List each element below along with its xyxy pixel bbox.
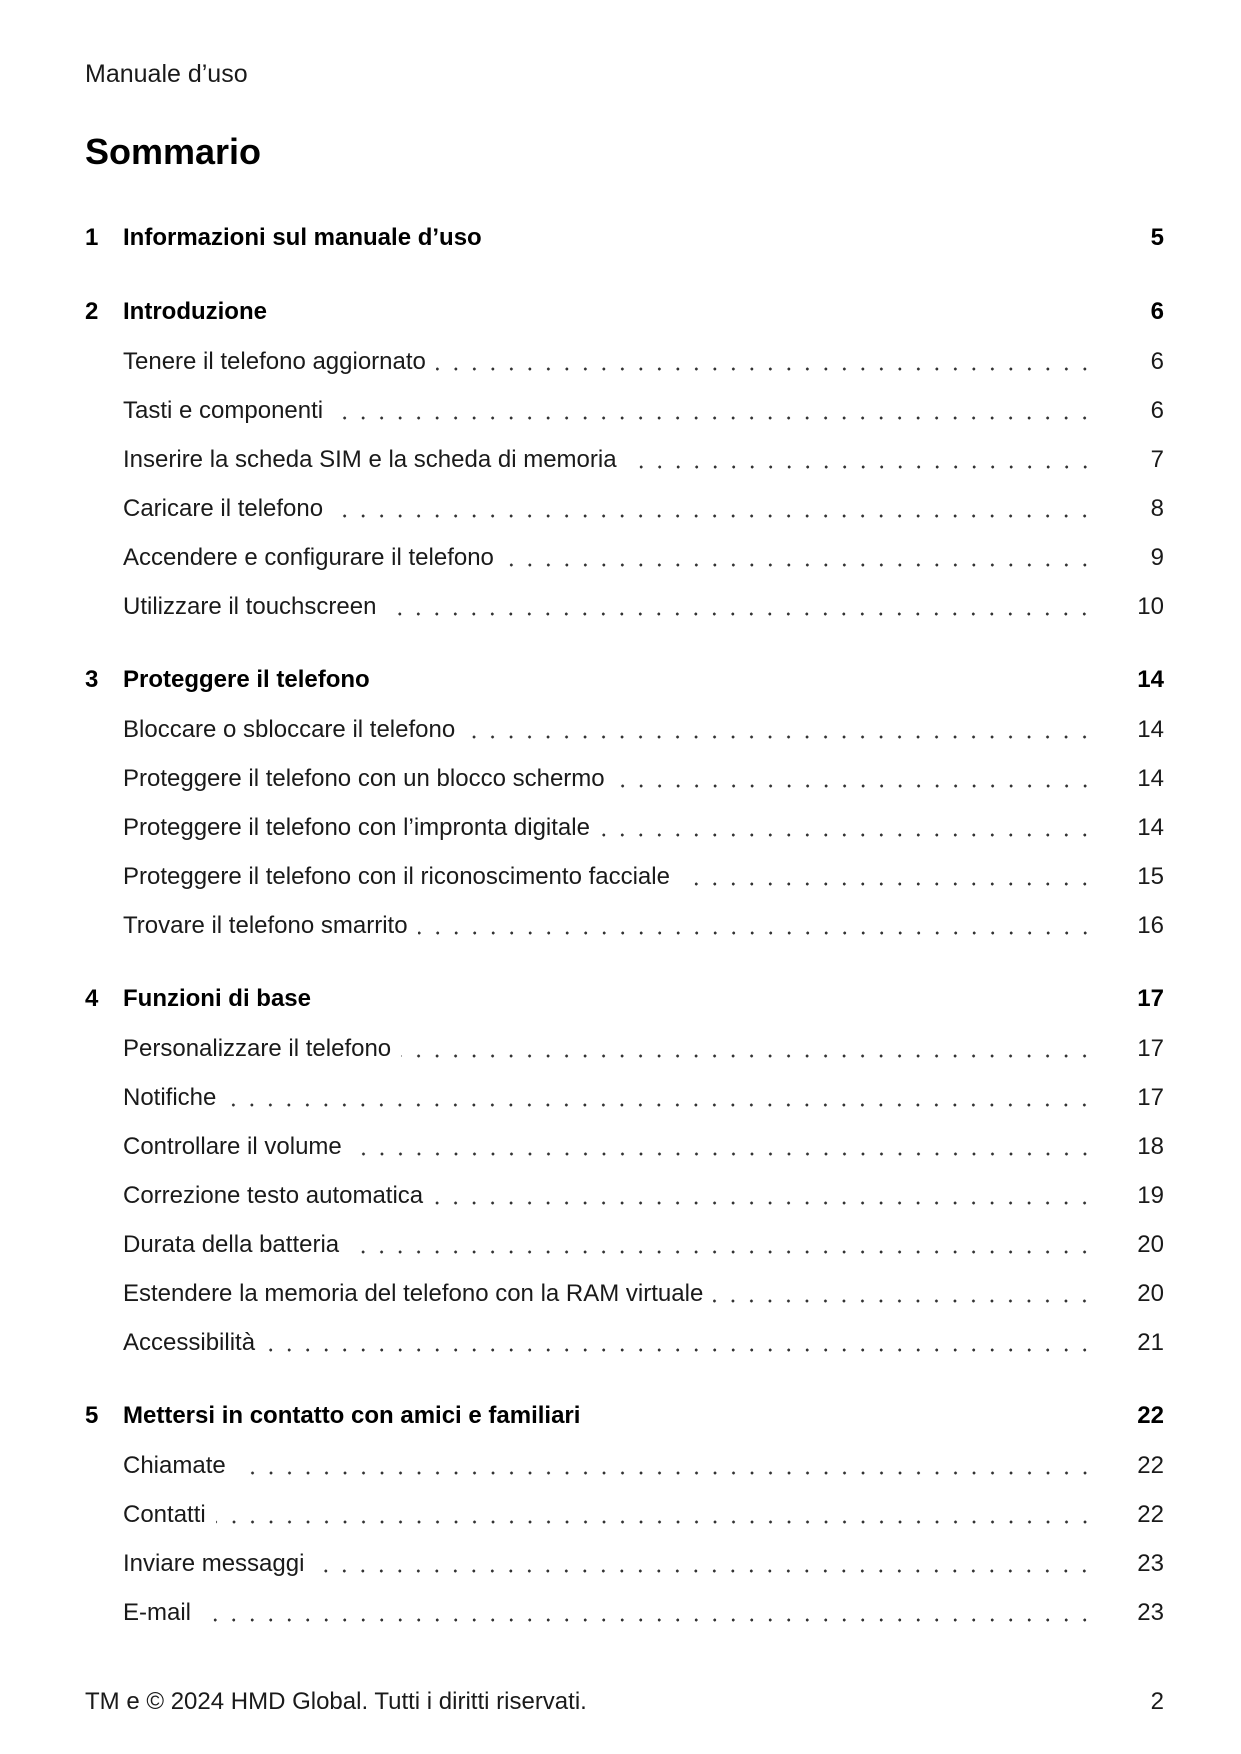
entry-page-number: 17: [1137, 1084, 1164, 1111]
toc-entry-link[interactable]: [85, 1171, 1164, 1220]
toc-entry-link[interactable]: [85, 337, 1164, 386]
chapter-title: Mettersi in contatto con amici e familiari: [123, 1402, 581, 1429]
table-of-contents: [85, 213, 1164, 1637]
toc-entry-link[interactable]: [85, 901, 1164, 950]
toc-section: [85, 213, 1164, 263]
entry-page-number: 6: [1150, 397, 1164, 424]
entry-title: Chiamate: [123, 1452, 226, 1479]
dot-leader: [349, 1249, 1094, 1255]
entry-title: Notifiche: [123, 1084, 217, 1111]
toc-section: [85, 655, 1164, 950]
toc-entry-link[interactable]: [85, 582, 1164, 631]
entry-title: Bloccare o sbloccare il telefono: [123, 716, 456, 743]
toc-entry-link[interactable]: [85, 1490, 1164, 1539]
dot-leader: [333, 415, 1094, 421]
entry-page-number: 20: [1137, 1280, 1164, 1307]
entry-title: Estendere la memoria del telefono con la RAM virtuale: [123, 1280, 704, 1307]
entry-title: Tasti e componenti: [123, 397, 324, 424]
dot-leader: [504, 562, 1094, 568]
entry-page-number: 14: [1137, 765, 1164, 792]
dot-leader: [216, 1519, 1094, 1525]
entry-title: Proteggere il telefono con l’impronta digitale: [123, 814, 590, 841]
chapter-number: 4: [85, 985, 99, 1012]
toc-chapter-link[interactable]: [85, 974, 1164, 1024]
chapter-page-number: 17: [1137, 985, 1164, 1012]
toc-section: [85, 287, 1164, 631]
entry-page-number: 18: [1137, 1133, 1164, 1160]
chapter-number: 2: [85, 298, 99, 325]
entry-title: Durata della batteria: [123, 1231, 340, 1258]
entry-page-number: 8: [1150, 495, 1164, 522]
dot-leader: [680, 881, 1094, 887]
toc-chapter-link[interactable]: [85, 213, 1164, 263]
dot-leader: [265, 1347, 1094, 1353]
entry-title: Accendere e configurare il telefono: [123, 544, 494, 571]
toc-entry-link[interactable]: [85, 1539, 1164, 1588]
entry-title: E-mail: [123, 1599, 192, 1626]
chapter-page-number: 14: [1137, 666, 1164, 693]
entry-page-number: 15: [1137, 863, 1164, 890]
toc-entry-link[interactable]: [85, 484, 1164, 533]
toc-section: [85, 974, 1164, 1367]
toc-entry-link[interactable]: [85, 386, 1164, 435]
chapter-number: 3: [85, 666, 99, 693]
entry-page-number: 23: [1137, 1550, 1164, 1577]
dot-leader: [401, 1053, 1094, 1059]
dot-leader: [333, 513, 1094, 519]
toc-entry-link[interactable]: [85, 1073, 1164, 1122]
toc-chapter-link[interactable]: [85, 287, 1164, 337]
entry-title: Trovare il telefono smarrito: [123, 912, 408, 939]
entry-title: Proteggere il telefono con il riconoscimento facciale: [123, 863, 670, 890]
dot-leader: [600, 832, 1094, 838]
dot-leader: [236, 1470, 1094, 1476]
entry-page-number: 16: [1137, 912, 1164, 939]
entry-title: Correzione testo automatica: [123, 1182, 424, 1209]
chapter-title: Funzioni di base: [123, 985, 312, 1012]
page-footer: [85, 1684, 1164, 1720]
toc-entry-link[interactable]: [85, 1269, 1164, 1318]
dot-leader: [627, 464, 1094, 470]
dot-leader: [314, 1568, 1094, 1574]
entry-title: Utilizzare il touchscreen: [123, 593, 377, 620]
toc-entry-link[interactable]: [85, 705, 1164, 754]
entry-title: Contatti: [123, 1501, 206, 1528]
dot-leader: [418, 930, 1094, 936]
footer-copyright: TM e © 2024 HMD Global. Tutti i diritti riservati.: [85, 1688, 587, 1715]
entry-page-number: 22: [1137, 1452, 1164, 1479]
chapter-title: Informazioni sul manuale d’uso: [123, 224, 482, 251]
entry-title: Caricare il telefono: [123, 495, 324, 522]
toc-entry-link[interactable]: [85, 1441, 1164, 1490]
chapter-number: 1: [85, 224, 99, 251]
entry-page-number: 7: [1150, 446, 1164, 473]
entry-title: Inserire la scheda SIM e la scheda di memoria: [123, 446, 617, 473]
toc-section: [85, 1391, 1164, 1637]
entry-page-number: 20: [1137, 1231, 1164, 1258]
entry-page-number: 14: [1137, 716, 1164, 743]
entry-page-number: 21: [1137, 1329, 1164, 1356]
footer-page-number: 2: [1150, 1688, 1164, 1715]
chapter-page-number: 5: [1150, 224, 1164, 251]
dot-leader: [386, 611, 1094, 617]
entry-title: Controllare il volume: [123, 1133, 342, 1160]
entry-page-number: 9: [1150, 544, 1164, 571]
entry-page-number: 14: [1137, 814, 1164, 841]
chapter-number: 5: [85, 1402, 99, 1429]
dot-leader: [713, 1298, 1094, 1304]
toc-entry-link[interactable]: [85, 852, 1164, 901]
toc-entry-link[interactable]: [85, 435, 1164, 484]
dot-leader: [433, 1200, 1094, 1206]
dot-leader: [465, 734, 1094, 740]
toc-entry-link[interactable]: [85, 1122, 1164, 1171]
entry-page-number: 17: [1137, 1035, 1164, 1062]
entry-page-number: 6: [1150, 348, 1164, 375]
running-header: Manuale d’uso: [85, 60, 248, 88]
chapter-title: Introduzione: [123, 298, 267, 325]
toc-entry-link[interactable]: [85, 533, 1164, 582]
toc-entry-link[interactable]: [85, 754, 1164, 803]
toc-entry-link[interactable]: [85, 1588, 1164, 1637]
chapter-page-number: 6: [1150, 298, 1164, 325]
chapter-title: Proteggere il telefono: [123, 666, 370, 693]
dot-leader: [352, 1151, 1094, 1157]
dot-leader: [615, 783, 1094, 789]
dot-leader: [201, 1617, 1094, 1623]
entry-page-number: 19: [1137, 1182, 1164, 1209]
entry-page-number: 23: [1137, 1599, 1164, 1626]
chapter-page-number: 22: [1137, 1402, 1164, 1429]
entry-page-number: 22: [1137, 1501, 1164, 1528]
entry-title: Personalizzare il telefono: [123, 1035, 392, 1062]
entry-title: Inviare messaggi: [123, 1550, 305, 1577]
toc-entry-link[interactable]: [85, 1024, 1164, 1073]
toc-chapter-link[interactable]: [85, 655, 1164, 705]
page-title: Sommario: [85, 131, 262, 172]
toc-chapter-link[interactable]: [85, 1391, 1164, 1441]
entry-title: Proteggere il telefono con un blocco schermo: [123, 765, 605, 792]
entry-title: Accessibilità: [123, 1329, 256, 1356]
dot-leader: [436, 366, 1094, 372]
dot-leader: [226, 1102, 1094, 1108]
toc-entry-link[interactable]: [85, 1220, 1164, 1269]
toc-entry-link[interactable]: [85, 1318, 1164, 1367]
entry-title: Tenere il telefono aggiornato: [123, 348, 426, 375]
entry-page-number: 10: [1137, 593, 1164, 620]
toc-entry-link[interactable]: [85, 803, 1164, 852]
